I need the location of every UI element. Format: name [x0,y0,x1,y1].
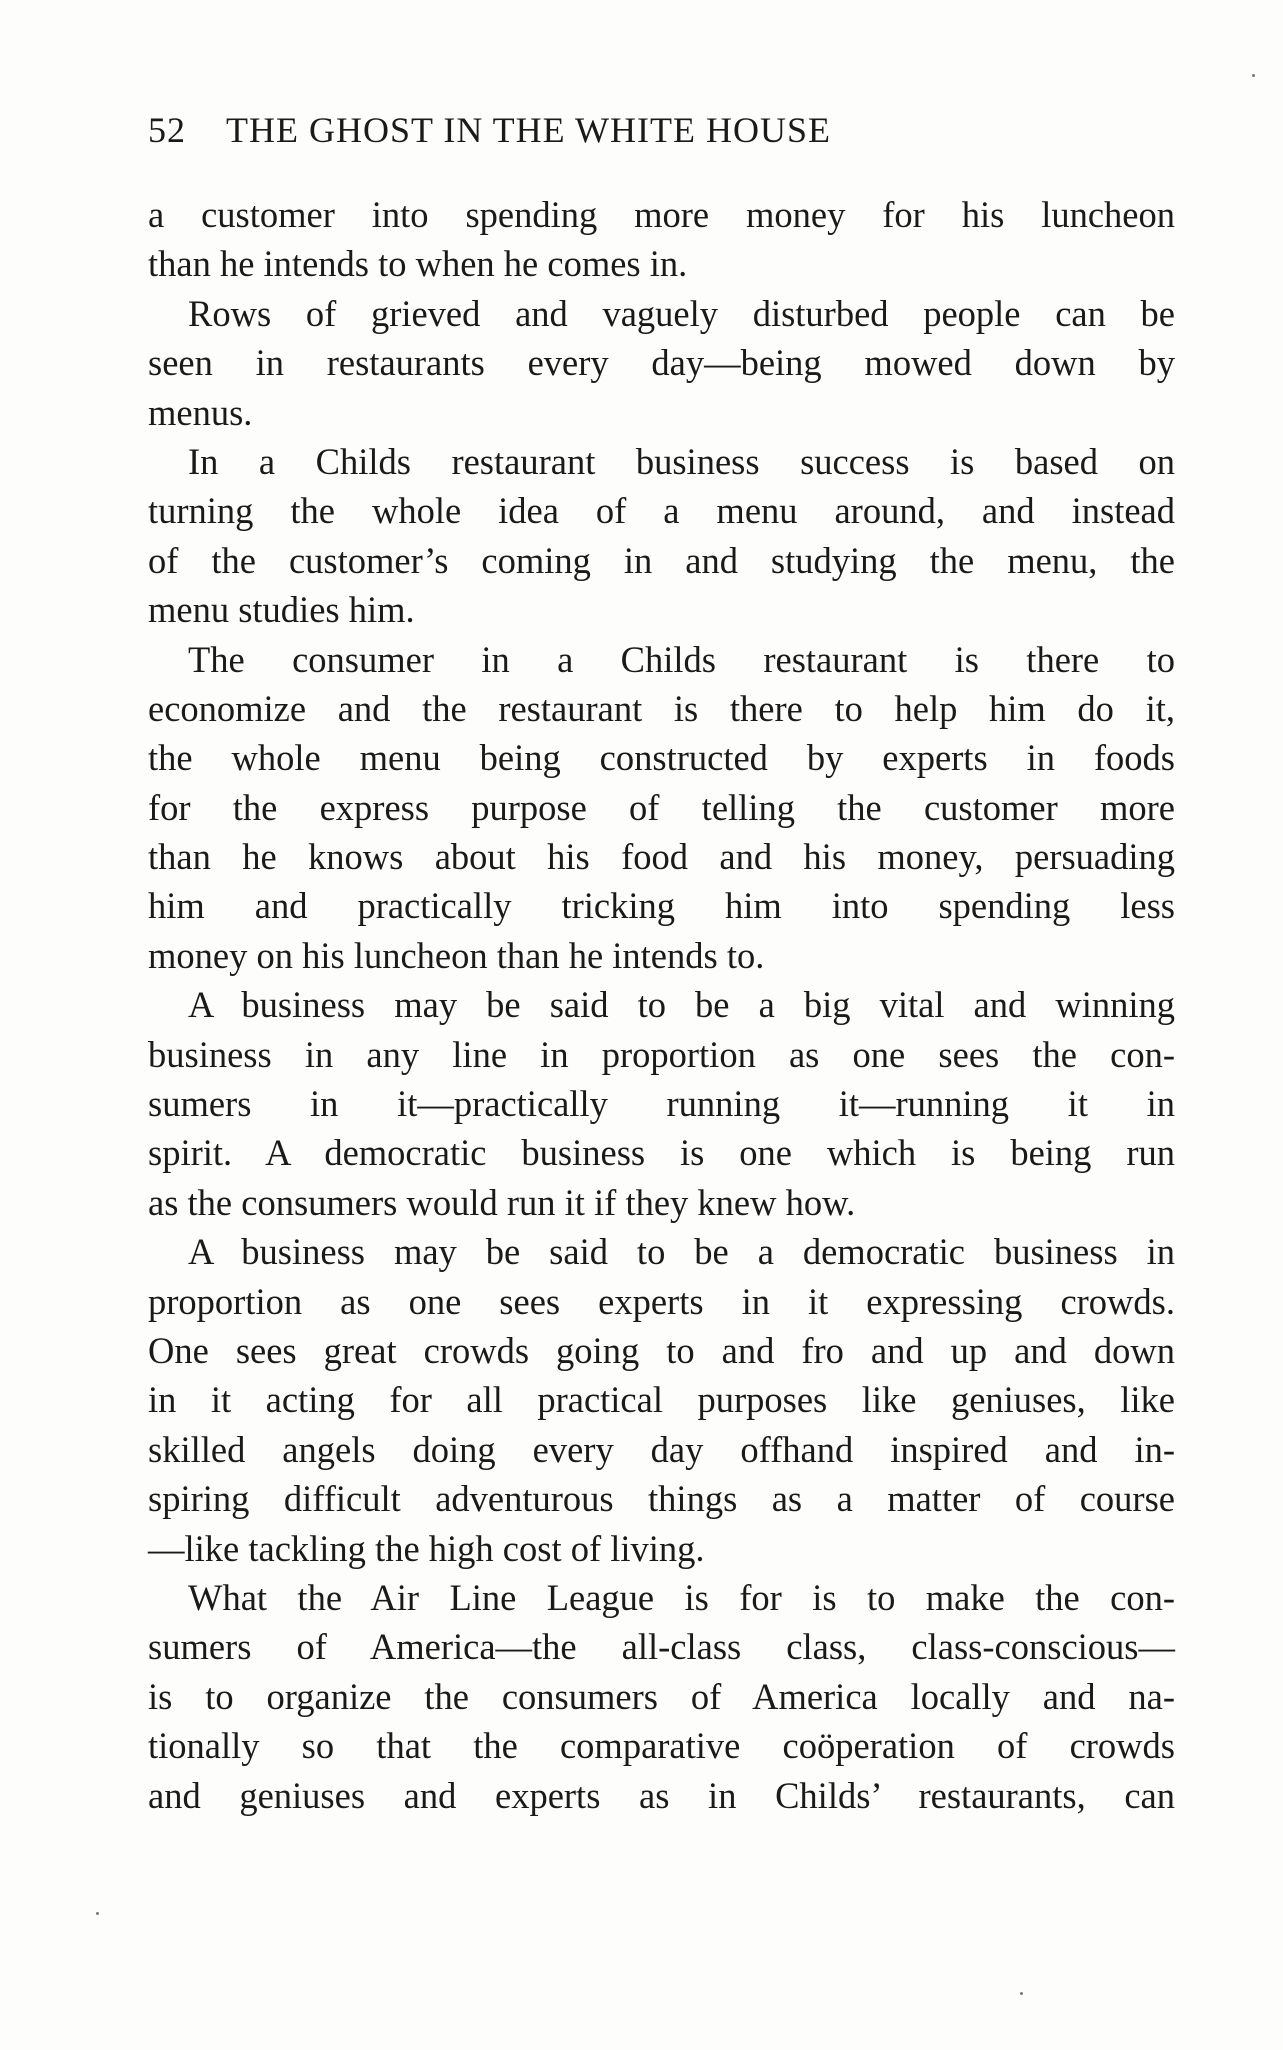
paragraph-first-line: What the Air Line League is for is to make the con- [188,1576,1175,1618]
text-line: for the express purpose of telling the customer more [148,786,1175,828]
page-number: 52 [148,110,186,150]
text-line: him and practically tricking him into spending less [148,885,1175,927]
text-line: in it acting for all practical purposes like geniuses, like [148,1379,1175,1421]
paragraph-first-line: A business may be said to be a big vital and winning [188,984,1175,1026]
text-line: is to organize the consumers of America locally and na- [148,1675,1175,1717]
text-line: money on his luncheon than he intends to. [148,934,765,976]
text-line: spiring difficult adventurous things as a matter of course [148,1478,1175,1520]
text-line: of the customer’s coming in and studying the menu, the [148,539,1175,581]
text-line: menu studies him. [148,589,415,631]
running-title: THE GHOST IN THE WHITE HOUSE [226,110,831,150]
text-line: menus. [148,391,253,433]
text-line: a customer into spending more money for his luncheon [148,194,1175,235]
text-line: spirit. A democratic business is one which is being run [148,1132,1175,1174]
text-line: —like tackling the high cost of living. [148,1527,705,1569]
running-header [148,108,1068,152]
text-line: economize and the restaurant is there to help him do it, [148,687,1175,729]
text-line: than he intends to when he comes in. [148,243,688,285]
paper-speck [1252,74,1255,77]
paragraph-first-line: In a Childs restaurant business success is based on [188,440,1175,482]
paragraph-first-line: Rows of grieved and vaguely disturbed people can be [188,292,1175,334]
paragraph-first-line: A business may be said to be a democratic business in [188,1231,1175,1273]
page-body [148,190,1175,1820]
paper-speck [1020,1992,1023,1995]
text-line: One sees great crowds going to and fro and up and down [148,1329,1175,1371]
text-line: business in any line in proportion as one sees the con- [148,1033,1175,1075]
text-line: as the consumers would run it if they knew how. [148,1181,856,1223]
text-line: skilled angels doing every day offhand inspired and in- [148,1428,1175,1470]
text-line: turning the whole idea of a menu around, and instead [148,490,1175,532]
text-line: proportion as one sees experts in it expressing crowds. [148,1280,1175,1322]
text-line: sumers of America—the all-class class, class-conscious— [148,1626,1175,1668]
paragraph-first-line: The consumer in a Childs restaurant is there to [188,638,1175,680]
text-line: the whole menu being constructed by experts in foods [148,737,1175,779]
text-line: and geniuses and experts as in Childs’ restaurants, can [148,1774,1175,1816]
text-line: tionally so that the comparative coöperation of crowds [148,1725,1175,1767]
text-line: seen in restaurants every day—being mowed down by [148,342,1175,384]
paper-speck [96,1912,99,1915]
text-line: sumers in it—practically running it—running it in [148,1083,1175,1125]
text-line: than he knows about his food and his money, persuading [148,836,1175,878]
